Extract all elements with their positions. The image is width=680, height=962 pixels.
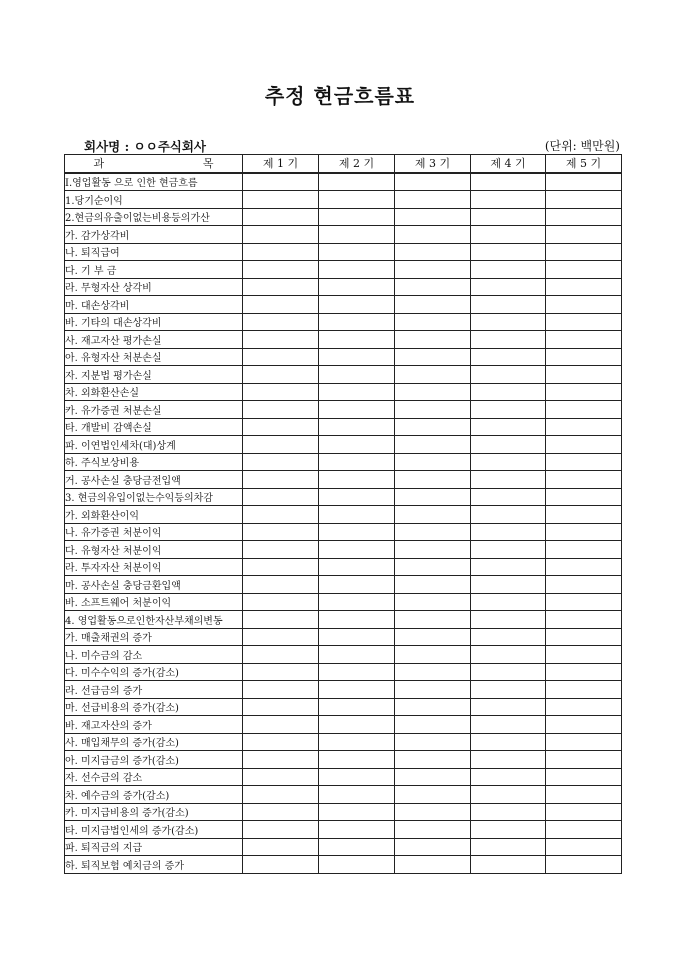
value-cell-period-2[interactable]	[319, 471, 395, 489]
row-label: 파. 퇴직금의 지급	[65, 838, 243, 856]
row-label: 마. 공사손실 충당금환입액	[65, 576, 243, 594]
row-label: 바. 재고자산의 증가	[65, 716, 243, 734]
value-cell-period-1[interactable]	[243, 593, 319, 611]
value-cell-period-5[interactable]	[546, 488, 622, 506]
value-cell-period-2[interactable]	[319, 733, 395, 751]
value-cell-period-3[interactable]	[395, 646, 471, 664]
value-cell-period-5[interactable]	[546, 838, 622, 856]
value-cell-period-1[interactable]	[243, 226, 319, 244]
value-cell-period-5[interactable]	[546, 366, 622, 384]
value-cell-period-1[interactable]	[243, 856, 319, 874]
row-label: 하. 퇴직보험 예치금의 증가	[65, 856, 243, 874]
value-cell-period-4[interactable]	[471, 716, 546, 734]
value-cell-period-3[interactable]	[395, 191, 471, 209]
value-cell-period-5[interactable]	[546, 208, 622, 226]
value-cell-period-2[interactable]	[319, 191, 395, 209]
unit-label: (단위: 백만원)	[544, 139, 620, 153]
value-cell-period-5[interactable]	[546, 681, 622, 699]
value-cell-period-3[interactable]	[395, 523, 471, 541]
value-cell-period-3[interactable]	[395, 733, 471, 751]
value-cell-period-5[interactable]	[546, 733, 622, 751]
table-row	[65, 348, 622, 366]
header-period-5: 제 5 기	[546, 155, 622, 173]
row-label: 아. 미지급금의 증가(감소)	[65, 751, 243, 769]
value-cell-period-3[interactable]	[395, 383, 471, 401]
value-cell-period-5[interactable]	[546, 243, 622, 261]
value-cell-period-3[interactable]	[395, 786, 471, 804]
table-row	[65, 558, 622, 576]
value-cell-period-4[interactable]	[471, 838, 546, 856]
value-cell-period-3[interactable]	[395, 313, 471, 331]
table-row	[65, 646, 622, 664]
table-row	[65, 226, 622, 244]
value-cell-period-3[interactable]	[395, 418, 471, 436]
value-cell-period-1[interactable]	[243, 821, 319, 839]
table-row	[65, 576, 622, 594]
value-cell-period-4[interactable]	[471, 313, 546, 331]
value-cell-period-4[interactable]	[471, 751, 546, 769]
value-cell-period-5[interactable]	[546, 541, 622, 559]
table-row	[65, 191, 622, 209]
value-cell-period-1[interactable]	[243, 523, 319, 541]
value-cell-period-3[interactable]	[395, 611, 471, 629]
table-row	[65, 838, 622, 856]
value-cell-period-5[interactable]	[546, 401, 622, 419]
value-cell-period-3[interactable]	[395, 173, 471, 191]
value-cell-period-4[interactable]	[471, 576, 546, 594]
value-cell-period-4[interactable]	[471, 383, 546, 401]
table-row	[65, 821, 622, 839]
value-cell-period-2[interactable]	[319, 208, 395, 226]
table-row	[65, 278, 622, 296]
value-cell-period-5[interactable]	[546, 593, 622, 611]
value-cell-period-1[interactable]	[243, 681, 319, 699]
row-label: 아. 유형자산 처분손실	[65, 348, 243, 366]
row-label: 라. 무형자산 상각비	[65, 278, 243, 296]
row-label: 나. 미수금의 감소	[65, 646, 243, 664]
value-cell-period-4[interactable]	[471, 803, 546, 821]
table-row	[65, 261, 622, 279]
value-cell-period-2[interactable]	[319, 576, 395, 594]
value-cell-period-4[interactable]	[471, 856, 546, 874]
value-cell-period-1[interactable]	[243, 366, 319, 384]
value-cell-period-3[interactable]	[395, 803, 471, 821]
value-cell-period-1[interactable]	[243, 611, 319, 629]
value-cell-period-2[interactable]	[319, 226, 395, 244]
value-cell-period-5[interactable]	[546, 418, 622, 436]
value-cell-period-4[interactable]	[471, 821, 546, 839]
value-cell-period-2[interactable]	[319, 261, 395, 279]
value-cell-period-1[interactable]	[243, 786, 319, 804]
value-cell-period-1[interactable]	[243, 838, 319, 856]
row-label: 2.현금의유출이없는비용등의가산	[65, 208, 243, 226]
value-cell-period-2[interactable]	[319, 593, 395, 611]
value-cell-period-3[interactable]	[395, 506, 471, 524]
value-cell-period-2[interactable]	[319, 173, 395, 191]
value-cell-period-2[interactable]	[319, 541, 395, 559]
value-cell-period-1[interactable]	[243, 576, 319, 594]
table-row	[65, 716, 622, 734]
value-cell-period-4[interactable]	[471, 768, 546, 786]
value-cell-period-1[interactable]	[243, 506, 319, 524]
table-row	[65, 751, 622, 769]
value-cell-period-2[interactable]	[319, 523, 395, 541]
value-cell-period-2[interactable]	[319, 803, 395, 821]
value-cell-period-2[interactable]	[319, 786, 395, 804]
value-cell-period-2[interactable]	[319, 856, 395, 874]
value-cell-period-1[interactable]	[243, 768, 319, 786]
value-cell-period-5[interactable]	[546, 628, 622, 646]
value-cell-period-2[interactable]	[319, 506, 395, 524]
value-cell-period-1[interactable]	[243, 348, 319, 366]
value-cell-period-1[interactable]	[243, 698, 319, 716]
value-cell-period-5[interactable]	[546, 663, 622, 681]
row-label: 바. 소프트웨어 처분이익	[65, 593, 243, 611]
table-row	[65, 436, 622, 454]
value-cell-period-4[interactable]	[471, 261, 546, 279]
value-cell-period-3[interactable]	[395, 593, 471, 611]
value-cell-period-5[interactable]	[546, 751, 622, 769]
table-row	[65, 681, 622, 699]
value-cell-period-1[interactable]	[243, 173, 319, 191]
value-cell-period-5[interactable]	[546, 261, 622, 279]
document-title: 추정 현금흐름표	[264, 84, 416, 108]
table-row	[65, 663, 622, 681]
value-cell-period-1[interactable]	[243, 488, 319, 506]
value-cell-period-2[interactable]	[319, 611, 395, 629]
value-cell-period-5[interactable]	[546, 558, 622, 576]
value-cell-period-5[interactable]	[546, 348, 622, 366]
value-cell-period-2[interactable]	[319, 628, 395, 646]
value-cell-period-3[interactable]	[395, 278, 471, 296]
value-cell-period-1[interactable]	[243, 453, 319, 471]
value-cell-period-2[interactable]	[319, 681, 395, 699]
value-cell-period-3[interactable]	[395, 296, 471, 314]
row-label: 카. 유가증권 처분손실	[65, 401, 243, 419]
value-cell-period-5[interactable]	[546, 803, 622, 821]
row-label: 타. 개발비 감액손실	[65, 418, 243, 436]
value-cell-period-3[interactable]	[395, 541, 471, 559]
row-label: 타. 미지급법인세의 증가(감소)	[65, 821, 243, 839]
value-cell-period-1[interactable]	[243, 243, 319, 261]
header-period-3: 제 3 기	[395, 155, 471, 173]
value-cell-period-3[interactable]	[395, 716, 471, 734]
value-cell-period-4[interactable]	[471, 296, 546, 314]
table-row	[65, 453, 622, 471]
value-cell-period-2[interactable]	[319, 838, 395, 856]
value-cell-period-4[interactable]	[471, 278, 546, 296]
table-row	[65, 331, 622, 349]
table-row	[65, 401, 622, 419]
value-cell-period-1[interactable]	[243, 646, 319, 664]
value-cell-period-5[interactable]	[546, 856, 622, 874]
value-cell-period-1[interactable]	[243, 383, 319, 401]
table-row	[65, 471, 622, 489]
value-cell-period-3[interactable]	[395, 576, 471, 594]
table-row	[65, 173, 622, 191]
value-cell-period-5[interactable]	[546, 296, 622, 314]
value-cell-period-2[interactable]	[319, 418, 395, 436]
value-cell-period-3[interactable]	[395, 348, 471, 366]
value-cell-period-3[interactable]	[395, 436, 471, 454]
value-cell-period-1[interactable]	[243, 296, 319, 314]
row-label: 나. 퇴직급여	[65, 243, 243, 261]
value-cell-period-3[interactable]	[395, 681, 471, 699]
value-cell-period-3[interactable]	[395, 558, 471, 576]
value-cell-period-1[interactable]	[243, 208, 319, 226]
value-cell-period-1[interactable]	[243, 558, 319, 576]
value-cell-period-4[interactable]	[471, 786, 546, 804]
value-cell-period-5[interactable]	[546, 786, 622, 804]
value-cell-period-4[interactable]	[471, 401, 546, 419]
value-cell-period-5[interactable]	[546, 173, 622, 191]
value-cell-period-5[interactable]	[546, 576, 622, 594]
value-cell-period-3[interactable]	[395, 663, 471, 681]
row-label: 다. 미수수익의 증가(감소)	[65, 663, 243, 681]
row-label: Ⅰ.영업활동 으로 인한 현금흐름	[65, 173, 243, 191]
value-cell-period-5[interactable]	[546, 506, 622, 524]
value-cell-period-2[interactable]	[319, 401, 395, 419]
header-subject-label: 과 목	[93, 157, 214, 171]
row-label: 거. 공사손실 충당금전입액	[65, 471, 243, 489]
value-cell-period-4[interactable]	[471, 418, 546, 436]
row-label: 라. 선급금의 증가	[65, 681, 243, 699]
value-cell-period-1[interactable]	[243, 733, 319, 751]
row-label: 차. 외화환산손실	[65, 383, 243, 401]
value-cell-period-1[interactable]	[243, 628, 319, 646]
row-label: 사. 재고자산 평가손실	[65, 331, 243, 349]
value-cell-period-2[interactable]	[319, 453, 395, 471]
value-cell-period-5[interactable]	[546, 191, 622, 209]
header-subject	[65, 155, 243, 173]
value-cell-period-4[interactable]	[471, 681, 546, 699]
value-cell-period-3[interactable]	[395, 243, 471, 261]
row-label: 3. 현금의유입이없는수익등의차감	[65, 488, 243, 506]
row-label: 카. 미지급비용의 증가(감소)	[65, 803, 243, 821]
value-cell-period-2[interactable]	[319, 383, 395, 401]
value-cell-period-5[interactable]	[546, 768, 622, 786]
row-label: 사. 매입채무의 증가(감소)	[65, 733, 243, 751]
value-cell-period-3[interactable]	[395, 768, 471, 786]
value-cell-period-1[interactable]	[243, 541, 319, 559]
table-row	[65, 803, 622, 821]
value-cell-period-4[interactable]	[471, 488, 546, 506]
value-cell-period-2[interactable]	[319, 751, 395, 769]
table-row	[65, 768, 622, 786]
value-cell-period-2[interactable]	[319, 313, 395, 331]
value-cell-period-2[interactable]	[319, 243, 395, 261]
value-cell-period-2[interactable]	[319, 278, 395, 296]
value-cell-period-4[interactable]	[471, 453, 546, 471]
row-label: 바. 기타의 대손상각비	[65, 313, 243, 331]
row-label: 가. 매출채권의 증가	[65, 628, 243, 646]
table-row	[65, 611, 622, 629]
table-row	[65, 506, 622, 524]
value-cell-period-2[interactable]	[319, 698, 395, 716]
value-cell-period-5[interactable]	[546, 331, 622, 349]
value-cell-period-4[interactable]	[471, 226, 546, 244]
value-cell-period-2[interactable]	[319, 436, 395, 454]
value-cell-period-3[interactable]	[395, 856, 471, 874]
value-cell-period-2[interactable]	[319, 768, 395, 786]
value-cell-period-4[interactable]	[471, 243, 546, 261]
value-cell-period-1[interactable]	[243, 261, 319, 279]
table-header-row	[65, 155, 622, 173]
value-cell-period-3[interactable]	[395, 208, 471, 226]
value-cell-period-1[interactable]	[243, 418, 319, 436]
value-cell-period-5[interactable]	[546, 523, 622, 541]
value-cell-period-5[interactable]	[546, 453, 622, 471]
row-label: 자. 지분법 평가손실	[65, 366, 243, 384]
value-cell-period-1[interactable]	[243, 331, 319, 349]
value-cell-period-1[interactable]	[243, 401, 319, 419]
table-row	[65, 383, 622, 401]
value-cell-period-1[interactable]	[243, 751, 319, 769]
value-cell-period-5[interactable]	[546, 716, 622, 734]
value-cell-period-4[interactable]	[471, 436, 546, 454]
value-cell-period-4[interactable]	[471, 646, 546, 664]
value-cell-period-1[interactable]	[243, 803, 319, 821]
value-cell-period-4[interactable]	[471, 366, 546, 384]
value-cell-period-3[interactable]	[395, 453, 471, 471]
table-row	[65, 856, 622, 874]
value-cell-period-5[interactable]	[546, 383, 622, 401]
value-cell-period-3[interactable]	[395, 821, 471, 839]
value-cell-period-2[interactable]	[319, 716, 395, 734]
table-row	[65, 786, 622, 804]
value-cell-period-1[interactable]	[243, 436, 319, 454]
header-period-1: 제 1 기	[243, 155, 319, 173]
value-cell-period-4[interactable]	[471, 471, 546, 489]
value-cell-period-3[interactable]	[395, 488, 471, 506]
value-cell-period-2[interactable]	[319, 663, 395, 681]
value-cell-period-4[interactable]	[471, 611, 546, 629]
row-label: 하. 주식보상비용	[65, 453, 243, 471]
row-label: 마. 선급비용의 증가(감소)	[65, 698, 243, 716]
table-row	[65, 418, 622, 436]
value-cell-period-4[interactable]	[471, 506, 546, 524]
table-row	[65, 366, 622, 384]
row-label: 가. 감가상각비	[65, 226, 243, 244]
row-label: 다. 유형자산 처분이익	[65, 541, 243, 559]
row-label: 가. 외화환산이익	[65, 506, 243, 524]
row-label: 자. 선수금의 감소	[65, 768, 243, 786]
value-cell-period-2[interactable]	[319, 488, 395, 506]
value-cell-period-4[interactable]	[471, 628, 546, 646]
table-row	[65, 733, 622, 751]
value-cell-period-4[interactable]	[471, 331, 546, 349]
value-cell-period-1[interactable]	[243, 313, 319, 331]
value-cell-period-4[interactable]	[471, 593, 546, 611]
value-cell-period-2[interactable]	[319, 296, 395, 314]
cash-flow-table	[64, 154, 622, 874]
row-label: 라. 투자자산 처분이익	[65, 558, 243, 576]
value-cell-period-1[interactable]	[243, 716, 319, 734]
value-cell-period-2[interactable]	[319, 821, 395, 839]
value-cell-period-1[interactable]	[243, 191, 319, 209]
row-label: 차. 예수금의 증가(감소)	[65, 786, 243, 804]
value-cell-period-3[interactable]	[395, 628, 471, 646]
value-cell-period-4[interactable]	[471, 698, 546, 716]
value-cell-period-5[interactable]	[546, 226, 622, 244]
value-cell-period-3[interactable]	[395, 261, 471, 279]
table-row	[65, 593, 622, 611]
value-cell-period-4[interactable]	[471, 541, 546, 559]
value-cell-period-3[interactable]	[395, 401, 471, 419]
row-label: 1.당기순이익	[65, 191, 243, 209]
value-cell-period-3[interactable]	[395, 366, 471, 384]
value-cell-period-2[interactable]	[319, 331, 395, 349]
value-cell-period-4[interactable]	[471, 348, 546, 366]
row-label: 4. 영업활동으로인한자산부채의변동	[65, 611, 243, 629]
value-cell-period-4[interactable]	[471, 191, 546, 209]
value-cell-period-1[interactable]	[243, 471, 319, 489]
value-cell-period-1[interactable]	[243, 278, 319, 296]
table-row	[65, 523, 622, 541]
value-cell-period-5[interactable]	[546, 436, 622, 454]
row-label: 마. 대손상각비	[65, 296, 243, 314]
header-period-2: 제 2 기	[319, 155, 395, 173]
value-cell-period-2[interactable]	[319, 366, 395, 384]
table-row	[65, 628, 622, 646]
value-cell-period-3[interactable]	[395, 331, 471, 349]
header-period-4: 제 4 기	[471, 155, 546, 173]
row-label: 파. 이연법인세차(대)상계	[65, 436, 243, 454]
value-cell-period-3[interactable]	[395, 226, 471, 244]
value-cell-period-1[interactable]	[243, 663, 319, 681]
table-row	[65, 488, 622, 506]
value-cell-period-5[interactable]	[546, 821, 622, 839]
table-row	[65, 313, 622, 331]
value-cell-period-3[interactable]	[395, 838, 471, 856]
value-cell-period-5[interactable]	[546, 471, 622, 489]
table-row	[65, 208, 622, 226]
value-cell-period-3[interactable]	[395, 751, 471, 769]
value-cell-period-5[interactable]	[546, 646, 622, 664]
table-row	[65, 296, 622, 314]
value-cell-period-2[interactable]	[319, 646, 395, 664]
value-cell-period-5[interactable]	[546, 698, 622, 716]
value-cell-period-5[interactable]	[546, 313, 622, 331]
value-cell-period-3[interactable]	[395, 698, 471, 716]
value-cell-period-4[interactable]	[471, 173, 546, 191]
value-cell-period-4[interactable]	[471, 733, 546, 751]
value-cell-period-4[interactable]	[471, 208, 546, 226]
value-cell-period-2[interactable]	[319, 558, 395, 576]
table-row	[65, 541, 622, 559]
company-name: 회사명 : ㅇㅇ주식회사	[84, 139, 206, 154]
row-label: 나. 유가증권 처분이익	[65, 523, 243, 541]
value-cell-period-5[interactable]	[546, 611, 622, 629]
value-cell-period-4[interactable]	[471, 663, 546, 681]
value-cell-period-3[interactable]	[395, 471, 471, 489]
value-cell-period-4[interactable]	[471, 523, 546, 541]
row-label: 다. 기 부 금	[65, 261, 243, 279]
value-cell-period-4[interactable]	[471, 558, 546, 576]
table-row	[65, 243, 622, 261]
value-cell-period-2[interactable]	[319, 348, 395, 366]
value-cell-period-5[interactable]	[546, 278, 622, 296]
table-row	[65, 698, 622, 716]
